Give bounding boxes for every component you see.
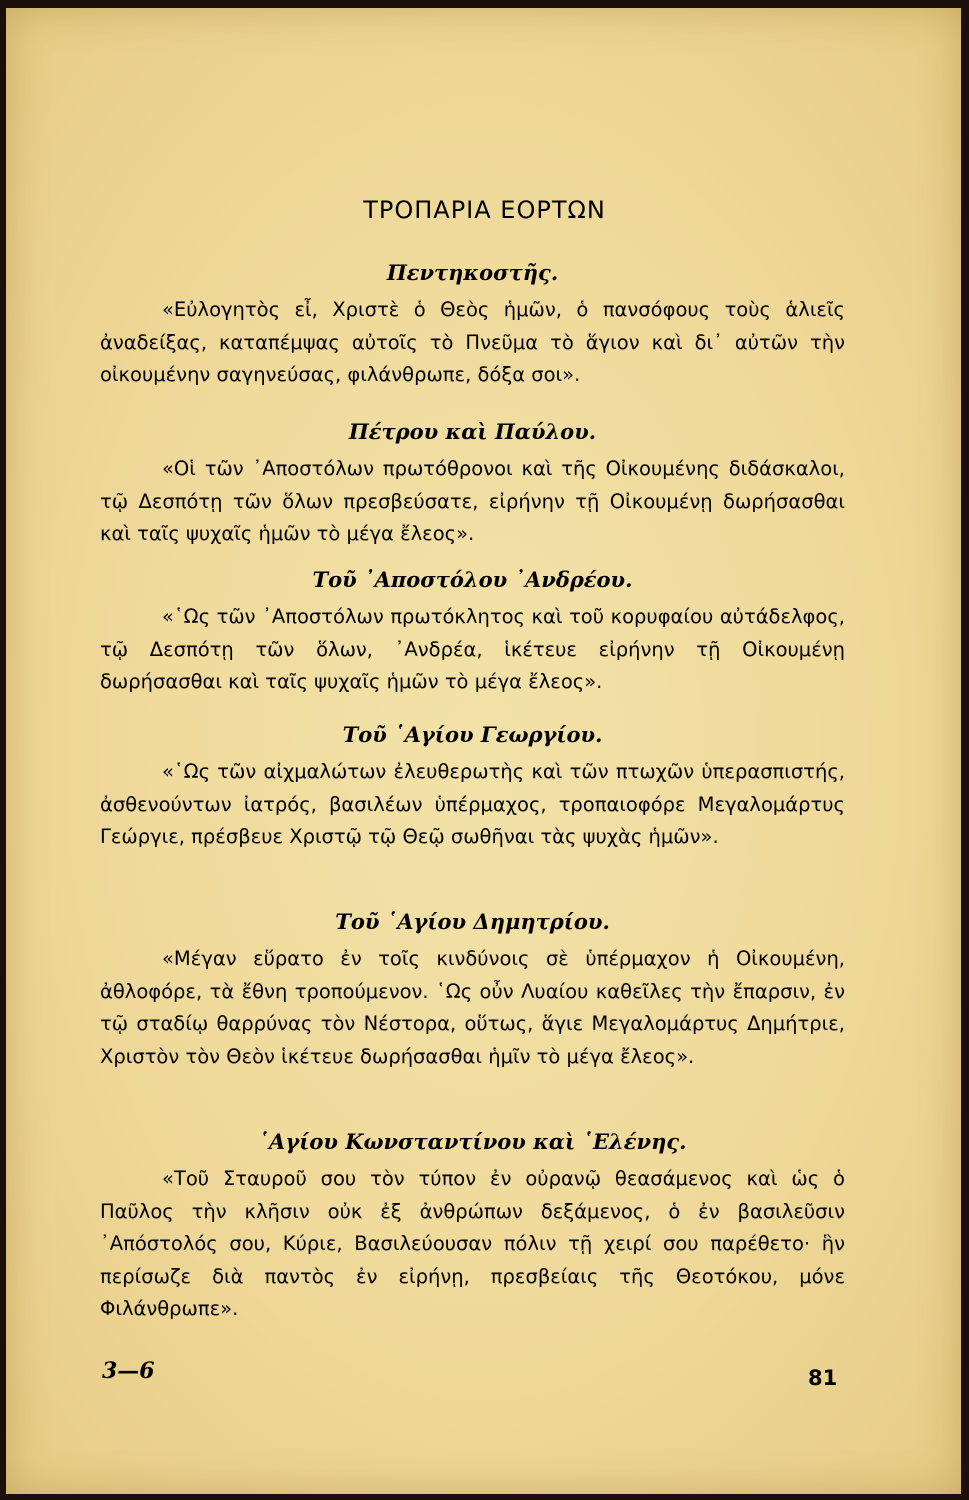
signature-mark: 3—6	[102, 1358, 155, 1384]
section-heading: Τοῦ ᾿Αποστόλου ᾿Ανδρέου.	[312, 567, 633, 592]
troparion-section-george	[100, 720, 845, 854]
section-heading: Τοῦ ῾Αγίου Γεωργίου.	[342, 722, 603, 747]
troparion-section-constantine-helen	[100, 1127, 845, 1326]
section-text: «῾Ως τῶν αἰχμαλώτων ἐλευθερωτὴς καὶ τῶν πτωχῶν ὑπερασπιστής, ἀσθενούντων ἰατρός, βασιλέων ὑπέρμαχος, τροπαιοφόρε Μεγαλομάρτυς Γεώργιε, πρέσβευε Χριστῷ τῷ Θεῷ σωθῆναι τὰς ψυχὰς ἡμῶν».	[100, 760, 845, 848]
page-title: ΤΡΟΠΑΡΙΑ ΕΟΡΤΩΝ	[363, 196, 606, 224]
section-heading: Πέτρου καὶ Παύλου.	[348, 419, 597, 444]
section-text: «Εὐλογητὸς εἶ, Χριστὲ ὁ Θεὸς ἡμῶν, ὁ πανσόφους τοὺς ἁλιεῖς ἀναδείξας, καταπέμψας αὐτοῖς τὸ Πνεῦμα τὸ ἅγιον καὶ δι᾿ αὐτῶν τὴν οἰκουμένην σαγηνεύσας, φιλάνθρωπε, δόξα σοι».	[100, 298, 845, 386]
section-text: «῾Ως τῶν ᾿Αποστόλων πρωτόκλητος καὶ τοῦ κορυφαίου αὐτάδελφος, τῷ Δεσπότῃ τῶν ὅλων, ᾿Ανδρέα, ἱκέτευε εἰρήνην τῇ Οἰκουμένῃ δωρήσασθαι καὶ ταῖς ψυχαῖς ἡμῶν τὸ μέγα ἔλεος».	[100, 605, 845, 693]
section-heading: Τοῦ ῾Αγίου Δημητρίου.	[335, 909, 610, 934]
troparion-section-peter-paul	[100, 417, 845, 551]
troparion-section-demetrius	[100, 907, 845, 1073]
troparion-section-pentecost	[100, 258, 845, 392]
section-text: «Οἱ τῶν ᾿Αποστόλων πρωτόθρονοι καὶ τῆς Οἰκουμένης διδάσκαλοι, τῷ Δεσπότῃ τῶν ὅλων πρεσβεύσατε, εἰρήνην τῇ Οἰκουμένῃ δωρήσασθαι καὶ ταῖς ψυχαῖς ἡμῶν τὸ μέγα ἔλεος».	[100, 457, 845, 545]
troparion-section-andrew	[100, 565, 845, 699]
section-heading: Πεντηκοστῆς.	[386, 260, 559, 285]
section-heading: ῾Αγίου Κωνσταντίνου καὶ ῾Ελένης.	[258, 1129, 687, 1154]
section-text: «Τοῦ Σταυροῦ σου τὸν τύπον ἐν οὐρανῷ θεασάμενος καὶ ὡς ὁ Παῦλος τὴν κλῆσιν οὐκ ἐξ ἀνθρώπων δεξάμενος, ὁ ἐν βασιλεῦσιν ᾿Απόστολός σου, Κύριε, Βασιλεύουσαν πόλιν τῇ χειρί σου παρέθετο· ἣν περίσωζε διὰ παντὸς ἐν εἰρήνῃ, πρεσβείαις τῆς Θεοτόκου, μόνε Φιλάνθρωπε».	[100, 1167, 845, 1320]
section-text: «Μέγαν εὕρατο ἐν τοῖς κινδύνοις σὲ ὑπέρμαχον ἡ Οἰκουμένη, ἀθλοφόρε, τὰ ἔθνη τροπούμενον. ῾Ως οὖν Λυαίου καθεῖλες τὴν ἔπαρσιν, ἐν τῷ σταδίῳ θαρρύνας τὸν Νέστορα, οὕτως, ἅγιε Μεγαλομάρτυς Δημήτριε, Χριστὸν τὸν Θεὸν ἱκέτευε δωρήσασθαι ἡμῖν τὸ μέγα ἔλεος».	[100, 947, 845, 1068]
page-number: 81	[808, 1366, 838, 1390]
